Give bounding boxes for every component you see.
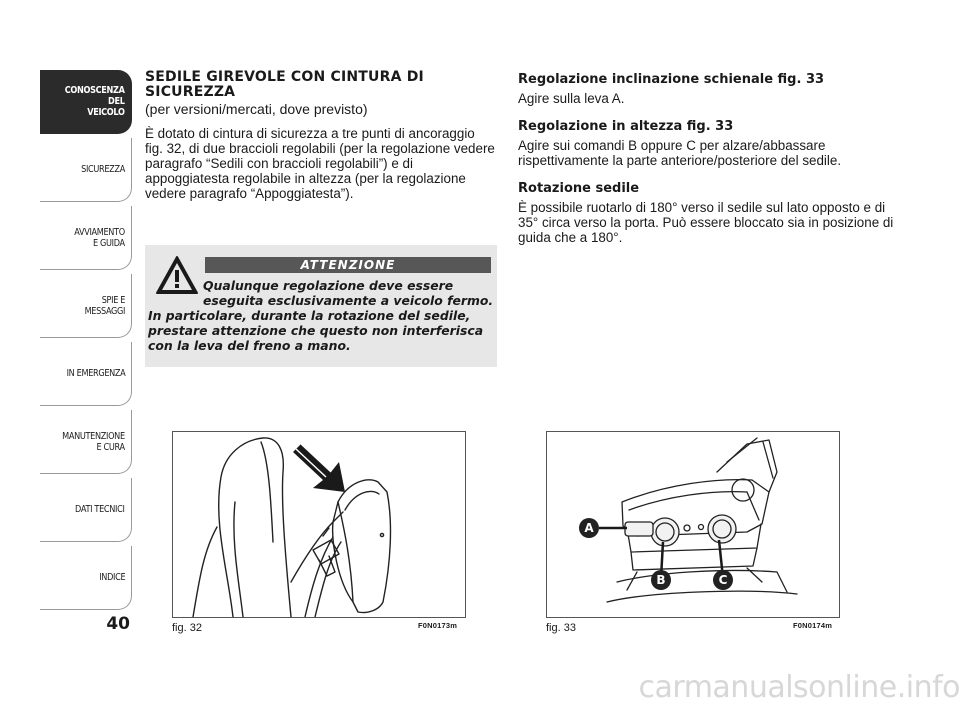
figure-33: [546, 431, 840, 618]
height-text: Agire sui comandi B oppure C per alzare/abbassare rispettivamente la parte anteriore/posteriore del sedile.: [518, 138, 842, 168]
callout-c: [713, 570, 733, 590]
backrest-adjustment: [518, 72, 898, 106]
tab-sicurezza[interactable]: [40, 138, 132, 202]
seat-adjustments-section: [518, 72, 898, 258]
tab-label: MANUTENZIONE E CURA: [62, 430, 125, 453]
backrest-heading: Regolazione inclinazione schienale fig. 33: [518, 72, 825, 87]
callout-b-label: B: [656, 573, 666, 587]
tab-in-emergenza[interactable]: [40, 342, 132, 406]
tab-label: AVVIAMENTO E GUIDA: [74, 226, 125, 249]
site-watermark: carmanualsonline.info: [638, 670, 960, 705]
warning-box: [145, 245, 497, 367]
tab-label: SPIE E MESSAGGI: [84, 294, 125, 317]
section-title: SEDILE GIREVOLE CON CINTURA DI SICUREZZA: [145, 69, 424, 100]
tab-label: CONOSCENZA DEL VEICOLO: [65, 85, 125, 118]
height-adjustment: [518, 119, 898, 168]
tab-manutenzione-e-cura[interactable]: [40, 410, 132, 474]
callout-a-label: A: [584, 521, 594, 535]
figure-32: [172, 431, 466, 618]
swivel-seat-section: [145, 70, 495, 201]
section-subtitle: (per versioni/mercati, dove previsto): [145, 101, 368, 117]
tab-conoscenza-del-veicolo[interactable]: [40, 70, 132, 134]
page-number: 40: [106, 614, 130, 634]
warning-heading: ATTENZIONE: [205, 257, 491, 273]
rotation-heading: Rotazione sedile: [518, 181, 640, 196]
callout-b: [651, 570, 671, 590]
backrest-text: Agire sulla leva A.: [518, 91, 625, 106]
tab-dati-tecnici[interactable]: [40, 478, 132, 542]
pointer-arrow: [293, 444, 345, 492]
tab-indice[interactable]: [40, 546, 132, 610]
figure-33-label: fig. 33: [546, 622, 576, 634]
warning-text-first: Qualunque regolazione deve essere eseguita esclusivamente a veicolo fermo.: [203, 278, 494, 308]
tab-label: IN EMERGENZA: [66, 368, 125, 379]
tab-spie-e-messaggi[interactable]: [40, 274, 132, 338]
chapter-sidebar: [40, 70, 132, 614]
tab-avviamento-e-guida[interactable]: [40, 206, 132, 270]
height-heading: Regolazione in altezza fig. 33: [518, 119, 734, 134]
seat-controls-illustration: [547, 432, 839, 617]
rotation-text: È possibile ruotarlo di 180° verso il sedile sul lato opposto e di 35° circa verso la porta. Può essere bloccato sia in posizione di guida che a 180°.: [518, 200, 894, 245]
tab-label: SICUREZZA: [81, 164, 125, 175]
callout-a: [579, 518, 599, 538]
section-body: È dotato di cintura di sicurezza a tre punti di ancoraggio fig. 32, di due braccioli regolabili (per la regolazione vedere paragrafo “Sedili con braccioli regolabili”) e di appoggiatesta regolabile in altezza (per la regolazione vedere paragrafo “Appoggiatesta”).: [145, 126, 495, 201]
figure-32-code: F0N0173m: [418, 621, 458, 630]
warning-text-rest: In particolare, durante la rotazione del sedile, prestare attenzione che questo non interferisca con la leva del freno a mano.: [148, 308, 484, 353]
figure-32-label: fig. 32: [172, 622, 202, 634]
seat-belt-armrest-illustration: [173, 432, 465, 617]
figure-33-code: F0N0174m: [793, 621, 833, 630]
tab-label: INDICE: [98, 572, 125, 583]
seat-rotation: [518, 181, 898, 245]
callout-c-label: C: [718, 573, 728, 587]
warning-text: [148, 278, 494, 353]
tab-label: DATI TECNICI: [75, 504, 125, 515]
